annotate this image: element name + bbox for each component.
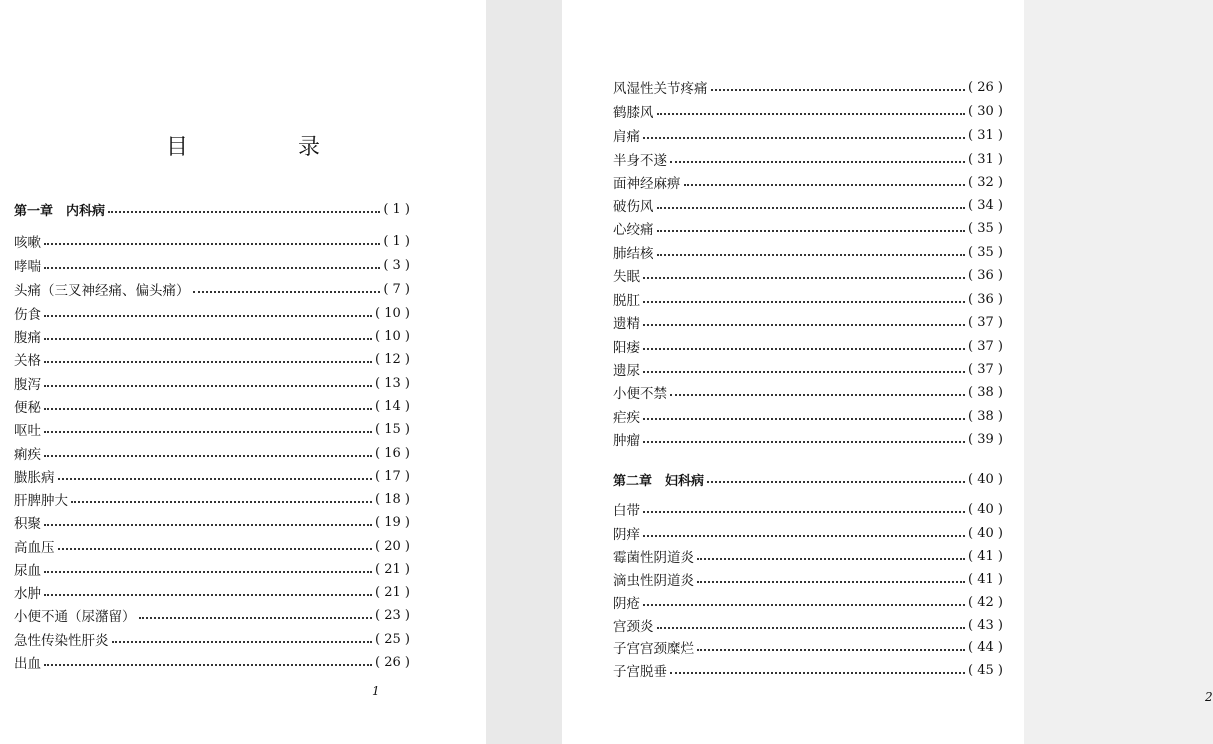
toc-entry: 疟疾 ( 38 ) — [613, 408, 1003, 426]
toc-entry: 呕吐 ( 15 ) — [14, 421, 410, 439]
page-gutter — [486, 0, 562, 744]
toc-entry: 脱肛 ( 36 ) — [613, 291, 1003, 309]
toc-chapter-heading: 第一章 内科病 ( 1 ) — [14, 201, 410, 219]
toc-entry: 阴疮 ( 42 ) — [613, 594, 1003, 612]
toc-entry: 失眠 ( 36 ) — [613, 267, 1003, 285]
toc-entry: 肺结核 ( 35 ) — [613, 244, 1003, 262]
toc-entry: 肩痛 ( 31 ) — [613, 127, 1003, 145]
toc-entry: 阴痒 ( 40 ) — [613, 525, 1003, 543]
toc-entry: 宫颈炎 ( 43 ) — [613, 617, 1003, 635]
toc-chapter-heading: 第二章 妇科病 ( 40 ) — [613, 471, 1003, 489]
toc-entry: 肝脾肿大 ( 18 ) — [14, 491, 410, 509]
toc-entry: 腹泻 ( 13 ) — [14, 375, 410, 393]
toc-entry: 白带 ( 40 ) — [613, 501, 1003, 519]
toc-list-right — [613, 0, 1003, 700]
page-number: 2 — [1205, 690, 1213, 704]
toc-entry: 遗精 ( 37 ) — [613, 314, 1003, 332]
toc-entry: 风湿性关节疼痛 ( 26 ) — [613, 79, 1003, 97]
toc-entry: 咳嗽 ( 1 ) — [14, 233, 410, 251]
toc-entry: 出血 ( 26 ) — [14, 654, 410, 672]
toc-entry: 关格 ( 12 ) — [14, 351, 410, 369]
toc-entry: 水肿 ( 21 ) — [14, 584, 410, 602]
toc-entry: 头痛（三叉神经痛、偏头痛） ( 7 ) — [14, 281, 410, 299]
toc-entry: 肿瘤 ( 39 ) — [613, 431, 1003, 449]
toc-entry: 尿血 ( 21 ) — [14, 561, 410, 579]
toc-entry: 滴虫性阴道炎 ( 41 ) — [613, 571, 1003, 589]
toc-entry: 子宫宫颈糜烂 ( 44 ) — [613, 639, 1003, 657]
toc-entry: 破伤风 ( 34 ) — [613, 197, 1003, 215]
toc-entry: 臌胀病 ( 17 ) — [14, 468, 410, 486]
toc-entry: 鹤膝风 ( 30 ) — [613, 103, 1003, 121]
toc-entry: 小便不禁 ( 38 ) — [613, 384, 1003, 402]
toc-entry: 心绞痛 ( 35 ) — [613, 220, 1003, 238]
toc-entry: 阳痿 ( 37 ) — [613, 338, 1003, 356]
toc-entry: 小便不通（尿潴留） ( 23 ) — [14, 607, 410, 625]
toc-entry: 便秘 ( 14 ) — [14, 398, 410, 416]
toc-entry: 伤食 ( 10 ) — [14, 305, 410, 323]
toc-list-left — [14, 0, 410, 700]
toc-entry: 半身不遂 ( 31 ) — [613, 151, 1003, 169]
toc-entry: 遗尿 ( 37 ) — [613, 361, 1003, 379]
toc-entry: 腹痛 ( 10 ) — [14, 328, 410, 346]
toc-entry: 哮喘 ( 3 ) — [14, 257, 410, 275]
toc-entry: 霉菌性阴道炎 ( 41 ) — [613, 548, 1003, 566]
toc-entry: 急性传染性肝炎 ( 25 ) — [14, 631, 410, 649]
toc-entry: 高血压 ( 20 ) — [14, 538, 410, 556]
page-number: 1 — [372, 684, 380, 698]
toc-entry: 积聚 ( 19 ) — [14, 514, 410, 532]
toc-entry: 面神经麻痹 ( 32 ) — [613, 174, 1003, 192]
toc-entry: 子宫脱垂 ( 45 ) — [613, 662, 1003, 680]
toc-entry: 痢疾 ( 16 ) — [14, 445, 410, 463]
page-title: 目 录 — [165, 135, 364, 160]
